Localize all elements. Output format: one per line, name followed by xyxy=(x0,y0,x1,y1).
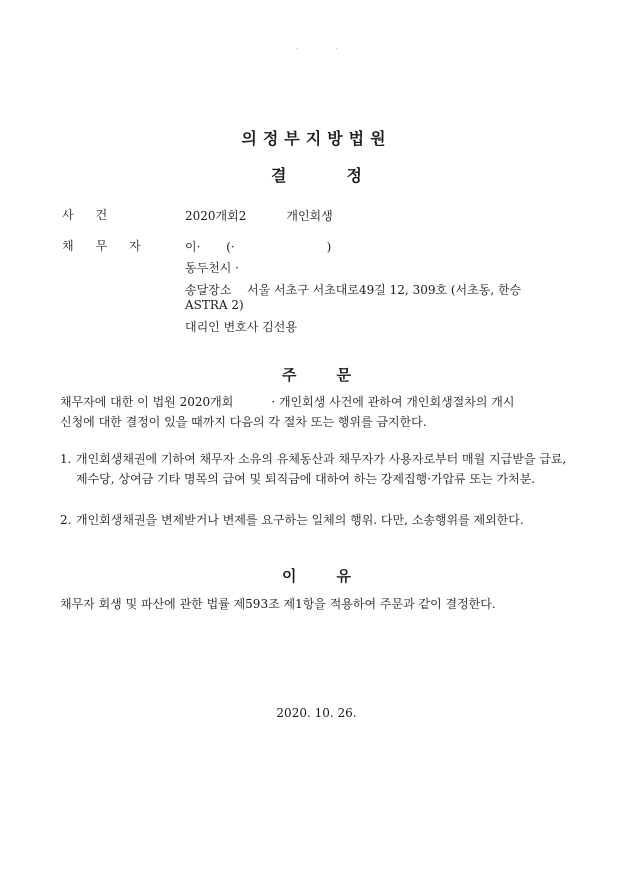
delivery-address: 서울 서초구 서초대로49길 12, 309호 (서초동, 한승 xyxy=(247,283,522,297)
decision-date: 2020. 10. 26. xyxy=(276,706,357,720)
case-value xyxy=(185,207,333,224)
order-intro-part-2: · 개인회생 사건에 관하여 개인회생절차의 개시 xyxy=(271,395,515,409)
order-item-number: 1. xyxy=(60,452,72,466)
delivery-label: 송달장소 xyxy=(185,283,232,297)
scan-speck: · · xyxy=(296,46,356,53)
case-label: 사건 xyxy=(62,208,130,222)
order-item-1 xyxy=(60,449,580,489)
reason-heading: 이유 xyxy=(282,567,391,585)
court-name: 의정부지방법원 xyxy=(241,129,392,148)
order-item-2 xyxy=(60,510,580,530)
order-intro xyxy=(60,392,580,432)
reason-text: 채무자 회생 및 파산에 관한 법률 제593조 제1항을 적용하여 주문과 같이 결정한다. xyxy=(60,597,496,611)
order-heading: 주문 xyxy=(282,366,391,384)
case-number: 2020개회2 xyxy=(185,209,247,223)
order-intro-line-1 xyxy=(60,392,580,412)
delivery-line-2: ASTRA 2) xyxy=(185,298,244,312)
order-intro-part-1: 채무자에 대한 이 법원 2020개회 xyxy=(60,395,234,409)
order-item-text: 개인회생채권에 기하여 채무자 소유의 유체동산과 채무자가 사용자로부터 매월 지급받을 급료, 제수당, 상여금 기타 명목의 급여 및 퇴직금에 대하여 하는 강제집행·가압류 또는 가처분. xyxy=(76,452,567,486)
debtor-label: 채무자 xyxy=(62,239,163,253)
order-item-text: 개인회생채권을 변제받거나 변제를 요구하는 일체의 행위. 다만, 소송행위를 제외한다. xyxy=(76,513,524,527)
debtor-name: 이· xyxy=(185,240,201,254)
delivery-line-1 xyxy=(185,281,521,298)
debtor-id-close: ) xyxy=(326,240,332,254)
debtor-name-line xyxy=(185,238,331,255)
order-intro-line-2: 신청에 대한 결정이 있을 때까지 다음의 각 절차 또는 행위를 금지한다. xyxy=(60,415,427,429)
debtor-agent: 대리인 변호사 김선용 xyxy=(185,320,297,334)
document-type-title: 결정 xyxy=(271,166,422,185)
debtor-address: 동두천시 · xyxy=(185,261,239,275)
case-type: 개인회생 xyxy=(286,209,333,223)
order-item-number: 2. xyxy=(60,513,72,527)
debtor-id-open: (· xyxy=(226,240,235,254)
